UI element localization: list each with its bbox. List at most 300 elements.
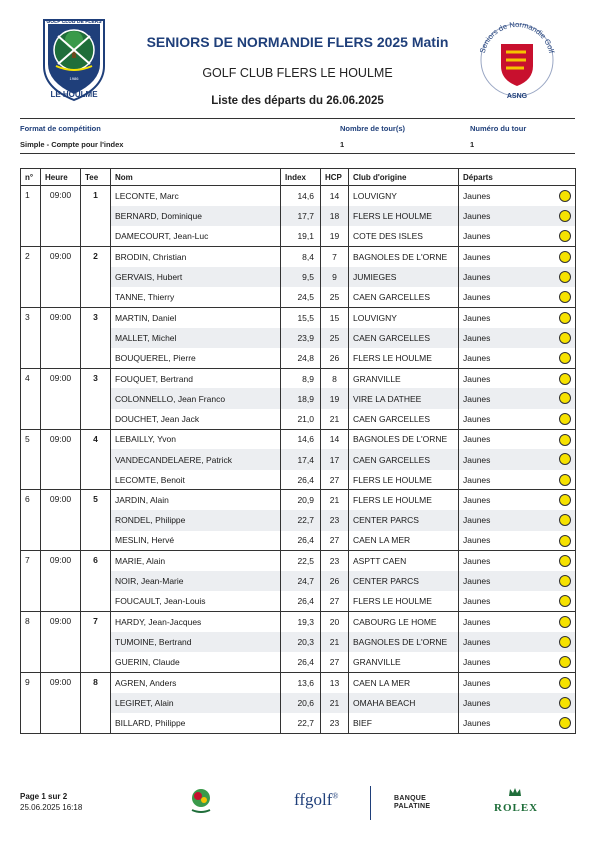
cell-start-time xyxy=(41,206,81,226)
cell-departs xyxy=(459,429,576,449)
sponsor-divider xyxy=(370,786,371,820)
departs-label: Jaunes xyxy=(463,495,491,506)
departs-label: Jaunes xyxy=(463,596,491,607)
cell-start-time xyxy=(41,571,81,591)
cell-hcp: 27 xyxy=(321,531,349,551)
yellow-tee-marker-icon xyxy=(559,636,571,648)
cell-tee xyxy=(81,287,111,307)
yellow-tee-marker-icon xyxy=(559,251,571,263)
cell-departs xyxy=(459,551,576,571)
cell-start-number xyxy=(21,693,41,713)
cell-club: FLERS LE HOULME xyxy=(349,470,459,490)
club-name: GOLF CLUB FLERS LE HOULME xyxy=(202,66,393,80)
cell-club: ASPTT CAEN xyxy=(349,551,459,571)
cell-tee: 6 xyxy=(81,551,111,571)
cell-start-number xyxy=(21,510,41,530)
cell-departs xyxy=(459,652,576,672)
cell-player-name: RONDEL, Philippe xyxy=(111,510,281,530)
cell-hcp: 20 xyxy=(321,612,349,632)
cell-club: BIEF xyxy=(349,713,459,733)
cell-index: 9,5 xyxy=(281,267,321,287)
table-row xyxy=(21,246,576,266)
cell-player-name: DAMECOURT, Jean-Luc xyxy=(111,226,281,246)
yellow-tee-marker-icon xyxy=(559,291,571,303)
cell-start-number xyxy=(21,267,41,287)
cell-start-number xyxy=(21,328,41,348)
cell-hcp: 27 xyxy=(321,591,349,611)
cell-departs xyxy=(459,510,576,530)
cell-index: 17,7 xyxy=(281,206,321,226)
rounds-label: Nombre de tour(s) xyxy=(340,124,406,133)
table-row xyxy=(21,531,576,551)
cell-tee xyxy=(81,632,111,652)
cell-player-name: MALLET, Michel xyxy=(111,328,281,348)
cell-departs xyxy=(459,328,576,348)
cell-tee: 3 xyxy=(81,307,111,327)
cell-start-number: 7 xyxy=(21,551,41,571)
start-list-body xyxy=(21,186,576,734)
departs-label: Jaunes xyxy=(463,413,491,424)
table-row xyxy=(21,429,576,449)
cell-club: BAGNOLES DE L'ORNE xyxy=(349,632,459,652)
departs-label: Jaunes xyxy=(463,678,491,689)
cell-start-time xyxy=(41,226,81,246)
yellow-tee-marker-icon xyxy=(559,271,571,283)
table-row xyxy=(21,368,576,388)
cell-hcp: 23 xyxy=(321,713,349,733)
table-row xyxy=(21,713,576,733)
cell-club: CAEN LA MER xyxy=(349,531,459,551)
cell-hcp: 27 xyxy=(321,652,349,672)
asng-logo xyxy=(474,14,560,104)
cell-index: 24,8 xyxy=(281,348,321,368)
yellow-tee-marker-icon xyxy=(559,312,571,324)
round-number-value: 1 xyxy=(470,140,475,149)
cell-club: VIRE LA DATHEE xyxy=(349,388,459,408)
cell-index: 8,9 xyxy=(281,368,321,388)
cell-player-name: DOUCHET, Jean Jack xyxy=(111,409,281,429)
cell-index: 22,7 xyxy=(281,713,321,733)
cell-start-number: 2 xyxy=(21,246,41,266)
yellow-tee-marker-icon xyxy=(559,190,571,202)
cell-index: 26,4 xyxy=(281,531,321,551)
table-row xyxy=(21,673,576,693)
cell-player-name: JARDIN, Alain xyxy=(111,490,281,510)
cell-departs xyxy=(459,470,576,490)
table-row xyxy=(21,388,576,408)
departs-label: Jaunes xyxy=(463,373,491,384)
departs-label: Jaunes xyxy=(463,718,491,729)
cell-club: GRANVILLE xyxy=(349,368,459,388)
cell-tee xyxy=(81,348,111,368)
table-row xyxy=(21,470,576,490)
table-row xyxy=(21,510,576,530)
departs-label: Jaunes xyxy=(463,454,491,465)
table-header-row xyxy=(21,169,576,186)
col-header-hcp: HCP xyxy=(321,169,349,186)
cell-tee: 4 xyxy=(81,429,111,449)
cell-index: 14,6 xyxy=(281,186,321,206)
cell-player-name: GUERIN, Claude xyxy=(111,652,281,672)
cell-start-time: 09:00 xyxy=(41,186,81,206)
cell-club: FLERS LE HOULME xyxy=(349,348,459,368)
cell-departs xyxy=(459,612,576,632)
cell-start-number: 3 xyxy=(21,307,41,327)
yellow-tee-marker-icon xyxy=(559,575,571,587)
cell-hcp: 14 xyxy=(321,429,349,449)
cell-index: 20,9 xyxy=(281,490,321,510)
table-row xyxy=(21,449,576,469)
cell-club: GRANVILLE xyxy=(349,652,459,672)
yellow-tee-marker-icon xyxy=(559,717,571,729)
cell-tee xyxy=(81,328,111,348)
yellow-tee-marker-icon xyxy=(559,230,571,242)
cell-hcp: 21 xyxy=(321,632,349,652)
table-row xyxy=(21,186,576,206)
cell-club: CAEN LA MER xyxy=(349,673,459,693)
cell-tee xyxy=(81,206,111,226)
cell-club: OMAHA BEACH xyxy=(349,693,459,713)
cell-departs xyxy=(459,246,576,266)
cell-player-name: MARTIN, Daniel xyxy=(111,307,281,327)
cell-start-number xyxy=(21,206,41,226)
departs-label: Jaunes xyxy=(463,251,491,262)
departs-label: Jaunes xyxy=(463,556,491,567)
col-header-tee: Tee xyxy=(81,169,111,186)
cell-index: 8,4 xyxy=(281,246,321,266)
yellow-tee-marker-icon xyxy=(559,210,571,222)
cell-start-time: 09:00 xyxy=(41,246,81,266)
cell-index: 20,6 xyxy=(281,693,321,713)
cell-index: 19,3 xyxy=(281,612,321,632)
yellow-tee-marker-icon xyxy=(559,677,571,689)
table-row xyxy=(21,287,576,307)
page-number: Page 1 sur 2 xyxy=(20,792,68,801)
cell-player-name: BRODIN, Christian xyxy=(111,246,281,266)
cell-start-time: 09:00 xyxy=(41,612,81,632)
cell-start-time xyxy=(41,348,81,368)
cell-club: BAGNOLES DE L'ORNE xyxy=(349,429,459,449)
cell-departs xyxy=(459,632,576,652)
cell-start-time xyxy=(41,449,81,469)
cell-departs xyxy=(459,490,576,510)
cell-tee xyxy=(81,449,111,469)
cell-club: COTE DES ISLES xyxy=(349,226,459,246)
yellow-tee-marker-icon xyxy=(559,555,571,567)
banque-palatine-logo: BANQUE PALATINE xyxy=(394,795,431,810)
cell-player-name: BOUQUEREL, Pierre xyxy=(111,348,281,368)
cell-departs xyxy=(459,388,576,408)
cell-start-time xyxy=(41,531,81,551)
cell-club: FLERS LE HOULME xyxy=(349,490,459,510)
yellow-tee-marker-icon xyxy=(559,413,571,425)
cell-start-time: 09:00 xyxy=(41,551,81,571)
cell-departs xyxy=(459,206,576,226)
cell-departs xyxy=(459,226,576,246)
cell-tee xyxy=(81,409,111,429)
round-number-label: Numéro du tour xyxy=(470,124,527,133)
cell-hcp: 7 xyxy=(321,246,349,266)
cell-club: BAGNOLES DE L'ORNE xyxy=(349,246,459,266)
cell-index: 21,0 xyxy=(281,409,321,429)
cell-club: CAEN GARCELLES xyxy=(349,409,459,429)
format-value: Simple - Compte pour l'index xyxy=(20,140,124,149)
table-row xyxy=(21,571,576,591)
yellow-tee-marker-icon xyxy=(559,616,571,628)
cell-club: CAEN GARCELLES xyxy=(349,449,459,469)
cell-start-time xyxy=(41,470,81,490)
table-row xyxy=(21,267,576,287)
departs-label: Jaunes xyxy=(463,291,491,302)
cell-player-name: NOIR, Jean-Marie xyxy=(111,571,281,591)
cell-departs xyxy=(459,571,576,591)
departs-label: Jaunes xyxy=(463,312,491,323)
col-header-name: Nom xyxy=(111,169,281,186)
cell-club: LOUVIGNY xyxy=(349,307,459,327)
cell-start-number: 4 xyxy=(21,368,41,388)
departs-label: Jaunes xyxy=(463,230,491,241)
cell-start-time xyxy=(41,693,81,713)
table-row xyxy=(21,348,576,368)
cell-index: 26,4 xyxy=(281,591,321,611)
cell-tee xyxy=(81,693,111,713)
club-logo-bottom-text: LE HOULME xyxy=(50,90,98,99)
cell-club: CAEN GARCELLES xyxy=(349,328,459,348)
yellow-tee-marker-icon xyxy=(559,656,571,668)
cell-start-time xyxy=(41,388,81,408)
regional-league-logo xyxy=(186,784,216,816)
yellow-tee-marker-icon xyxy=(559,332,571,344)
yellow-tee-marker-icon xyxy=(559,392,571,404)
competition-info xyxy=(20,118,575,154)
departs-label: Jaunes xyxy=(463,617,491,628)
table-row xyxy=(21,490,576,510)
cell-departs xyxy=(459,693,576,713)
cell-player-name: BILLARD, Philippe xyxy=(111,713,281,733)
asng-bottom-text: ASNG xyxy=(506,93,528,100)
cell-hcp: 21 xyxy=(321,409,349,429)
departs-label: Jaunes xyxy=(463,332,491,343)
cell-hcp: 13 xyxy=(321,673,349,693)
cell-player-name: BERNARD, Dominique xyxy=(111,206,281,226)
cell-club: CAEN GARCELLES xyxy=(349,287,459,307)
cell-hcp: 25 xyxy=(321,287,349,307)
col-header-club: Club d'origine xyxy=(349,169,459,186)
departs-label: Jaunes xyxy=(463,576,491,587)
cell-start-time: 09:00 xyxy=(41,673,81,693)
table-row xyxy=(21,652,576,672)
table-row xyxy=(21,206,576,226)
cell-departs xyxy=(459,368,576,388)
cell-start-number: 5 xyxy=(21,429,41,449)
cell-index: 26,4 xyxy=(281,652,321,672)
cell-player-name: FOUQUET, Bertrand xyxy=(111,368,281,388)
cell-start-number xyxy=(21,591,41,611)
departs-label: Jaunes xyxy=(463,393,491,404)
departs-label: Jaunes xyxy=(463,474,491,485)
cell-departs xyxy=(459,713,576,733)
cell-club: FLERS LE HOULME xyxy=(349,591,459,611)
yellow-tee-marker-icon xyxy=(559,352,571,364)
cell-departs xyxy=(459,186,576,206)
cell-tee xyxy=(81,591,111,611)
cell-start-time xyxy=(41,267,81,287)
table-row xyxy=(21,328,576,348)
ffgolf-logo-text: ffgolf xyxy=(294,790,333,809)
cell-club: CENTER PARCS xyxy=(349,510,459,530)
cell-start-number xyxy=(21,632,41,652)
cell-departs xyxy=(459,673,576,693)
cell-player-name: AGREN, Anders xyxy=(111,673,281,693)
format-label: Format de compétition xyxy=(20,124,101,133)
cell-departs xyxy=(459,348,576,368)
rolex-logo: ROLEX xyxy=(494,802,539,814)
cell-tee xyxy=(81,470,111,490)
cell-tee xyxy=(81,226,111,246)
cell-player-name: LECONTE, Marc xyxy=(111,186,281,206)
departs-label: Jaunes xyxy=(463,271,491,282)
cell-tee xyxy=(81,652,111,672)
departs-label: Jaunes xyxy=(463,352,491,363)
cell-hcp: 23 xyxy=(321,510,349,530)
cell-start-number xyxy=(21,571,41,591)
cell-start-time xyxy=(41,409,81,429)
yellow-tee-marker-icon xyxy=(559,494,571,506)
departs-label: Jaunes xyxy=(463,210,491,221)
cell-start-number xyxy=(21,409,41,429)
cell-player-name: COLONNELLO, Jean Franco xyxy=(111,388,281,408)
departs-label: Jaunes xyxy=(463,657,491,668)
cell-tee xyxy=(81,713,111,733)
cell-hcp: 9 xyxy=(321,267,349,287)
cell-index: 15,5 xyxy=(281,307,321,327)
cell-hcp: 21 xyxy=(321,693,349,713)
cell-start-number xyxy=(21,652,41,672)
cell-club: LOUVIGNY xyxy=(349,186,459,206)
cell-player-name: LEGIRET, Alain xyxy=(111,693,281,713)
cell-hcp: 26 xyxy=(321,571,349,591)
cell-tee: 1 xyxy=(81,186,111,206)
departs-label: Jaunes xyxy=(463,637,491,648)
yellow-tee-marker-icon xyxy=(559,453,571,465)
cell-hcp: 25 xyxy=(321,328,349,348)
yellow-tee-marker-icon xyxy=(559,595,571,607)
cell-start-time: 09:00 xyxy=(41,429,81,449)
cell-player-name: GERVAIS, Hubert xyxy=(111,267,281,287)
yellow-tee-marker-icon xyxy=(559,434,571,446)
cell-hcp: 23 xyxy=(321,551,349,571)
cell-hcp: 17 xyxy=(321,449,349,469)
cell-index: 18,9 xyxy=(281,388,321,408)
cell-start-time xyxy=(41,287,81,307)
cell-start-number: 6 xyxy=(21,490,41,510)
cell-hcp: 21 xyxy=(321,490,349,510)
club-logo-year: 1986 xyxy=(69,76,79,81)
asng-arc-text: Seniors de Normandie Golf xyxy=(477,19,557,55)
cell-player-name: TANNE, Thierry xyxy=(111,287,281,307)
table-row xyxy=(21,591,576,611)
cell-start-number xyxy=(21,449,41,469)
cell-player-name: LEBAILLY, Yvon xyxy=(111,429,281,449)
cell-hcp: 15 xyxy=(321,307,349,327)
col-header-number: n° xyxy=(21,169,41,186)
rolex-crown-icon xyxy=(508,787,522,797)
cell-player-name: LECOMTE, Benoit xyxy=(111,470,281,490)
cell-start-number xyxy=(21,287,41,307)
departs-label: Jaunes xyxy=(463,535,491,546)
cell-player-name: MARIE, Alain xyxy=(111,551,281,571)
table-row xyxy=(21,612,576,632)
cell-club: CABOURG LE HOME xyxy=(349,612,459,632)
cell-player-name: FOUCAULT, Jean-Louis xyxy=(111,591,281,611)
table-row xyxy=(21,693,576,713)
cell-start-time xyxy=(41,510,81,530)
cell-index: 13,6 xyxy=(281,673,321,693)
departs-label: Jaunes xyxy=(463,434,491,445)
cell-index: 14,6 xyxy=(281,429,321,449)
col-header-time: Heure xyxy=(41,169,81,186)
cell-club: CENTER PARCS xyxy=(349,571,459,591)
cell-tee: 2 xyxy=(81,246,111,266)
yellow-tee-marker-icon xyxy=(559,535,571,547)
start-list-table xyxy=(20,168,576,734)
cell-departs xyxy=(459,531,576,551)
cell-start-number xyxy=(21,388,41,408)
cell-index: 24,5 xyxy=(281,287,321,307)
cell-start-number: 1 xyxy=(21,186,41,206)
cell-tee xyxy=(81,571,111,591)
cell-start-number: 8 xyxy=(21,612,41,632)
cell-hcp: 14 xyxy=(321,186,349,206)
departs-label: Jaunes xyxy=(463,515,491,526)
cell-hcp: 19 xyxy=(321,226,349,246)
cell-tee xyxy=(81,388,111,408)
cell-start-number xyxy=(21,470,41,490)
cell-start-time: 09:00 xyxy=(41,490,81,510)
yellow-tee-marker-icon xyxy=(559,514,571,526)
cell-tee: 5 xyxy=(81,490,111,510)
cell-start-number xyxy=(21,348,41,368)
cell-start-number xyxy=(21,226,41,246)
cell-departs xyxy=(459,287,576,307)
cell-start-time: 09:00 xyxy=(41,307,81,327)
cell-index: 20,3 xyxy=(281,632,321,652)
cell-start-time: 09:00 xyxy=(41,368,81,388)
cell-tee: 7 xyxy=(81,612,111,632)
cell-club: JUMIEGES xyxy=(349,267,459,287)
yellow-tee-marker-icon xyxy=(559,697,571,709)
cell-player-name: VANDECANDELAERE, Patrick xyxy=(111,449,281,469)
cell-player-name: MESLIN, Hervé xyxy=(111,531,281,551)
yellow-tee-marker-icon xyxy=(559,373,571,385)
cell-start-time xyxy=(41,328,81,348)
list-title: Liste des départs du 26.06.2025 xyxy=(211,95,384,107)
cell-tee xyxy=(81,531,111,551)
yellow-tee-marker-icon xyxy=(559,474,571,486)
club-logo-top-text: GOLF CLUB DE FLERS xyxy=(46,19,102,25)
table-row xyxy=(21,551,576,571)
cell-departs xyxy=(459,449,576,469)
cell-hcp: 27 xyxy=(321,470,349,490)
cell-hcp: 8 xyxy=(321,368,349,388)
cell-player-name: TUMOINE, Bertrand xyxy=(111,632,281,652)
cell-hcp: 18 xyxy=(321,206,349,226)
table-row xyxy=(21,226,576,246)
table-row xyxy=(21,632,576,652)
cell-start-number xyxy=(21,713,41,733)
cell-departs xyxy=(459,409,576,429)
cell-index: 23,9 xyxy=(281,328,321,348)
